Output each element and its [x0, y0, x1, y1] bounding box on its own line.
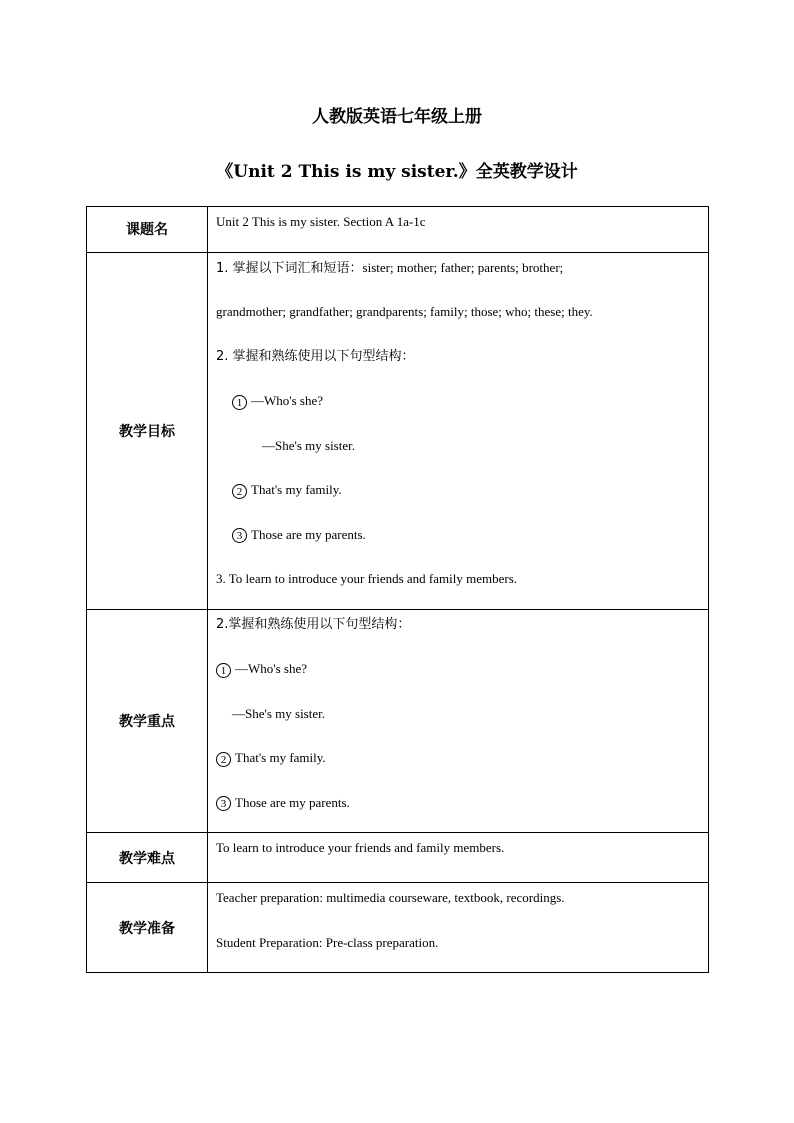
preparation-label: 教学准备: [87, 883, 208, 973]
objective-1: [216, 253, 708, 298]
difficulties-row: [87, 833, 709, 883]
circled-number-2: 2: [232, 484, 247, 499]
key-points-content: [208, 609, 709, 833]
circled-number-1: 1: [216, 663, 231, 678]
objective-1-words: sister; mother; father; parents; brother;: [362, 259, 564, 275]
key-points-heading: 2.掌握和熟练使用以下句型结构：: [216, 616, 411, 632]
topic-row: [87, 207, 709, 253]
objectives-label: 教学目标: [87, 252, 208, 609]
circled-number-3: 3: [216, 796, 231, 811]
objective-1-cont: grandmother; grandfather; grandparents; family; those; who; these; they.: [216, 304, 593, 319]
difficulties-label: 教学难点: [87, 833, 208, 883]
difficulties-text: To learn to introduce your friends and family members.: [216, 840, 505, 855]
sentence-answer: —She's my sister.: [232, 705, 325, 721]
sentence-question: —Who's she?: [235, 661, 308, 676]
teacher-preparation: Teacher preparation: multimedia courseware, textbook, recordings.: [216, 890, 565, 905]
objective-1-prefix: 1. 掌握以下词汇和短语：: [216, 260, 363, 276]
circled-number-1: 1: [232, 395, 247, 410]
objective-sentence-1: [216, 386, 708, 431]
objectives-row: [87, 252, 709, 609]
key-sentence-2: [216, 743, 708, 788]
topic-value: [208, 207, 709, 253]
sentence-text: Those are my parents.: [235, 794, 350, 810]
key-sentence-1: [216, 654, 708, 699]
key-sentence-3: [216, 788, 708, 833]
sentence-text: That's my family.: [235, 750, 326, 765]
objective-2: 2. 掌握和熟练使用以下句型结构：: [216, 348, 415, 364]
circled-number-3: 3: [232, 528, 247, 543]
objective-3: 3. To learn to introduce your friends and family members.: [216, 571, 518, 586]
student-preparation: Student Preparation: Pre-class preparation.: [216, 934, 439, 950]
preparation-content: [208, 883, 709, 973]
sentence-text: Those are my parents.: [251, 526, 366, 542]
objectives-content: [208, 252, 709, 609]
key-points-label: 教学重点: [87, 609, 208, 833]
topic-text: Unit 2 This is my sister. Section A 1a-1c: [216, 214, 426, 229]
difficulties-content: [208, 833, 709, 883]
document-subtitle: 《Unit 2 This is my sister.》全英教学设计: [216, 162, 578, 182]
key-points-row: [87, 609, 709, 833]
document-title: 人教版英语七年级上册: [312, 107, 482, 127]
topic-label: 课题名: [87, 207, 208, 253]
objective-sentence-2: [216, 475, 708, 520]
objective-sentence-3: [216, 520, 708, 565]
sentence-answer: —She's my sister.: [262, 437, 355, 453]
preparation-row: [87, 883, 709, 973]
sentence-question: —Who's she?: [251, 393, 324, 408]
lesson-plan-table: [86, 206, 709, 973]
circled-number-2: 2: [216, 752, 231, 767]
sentence-text: That's my family.: [251, 482, 342, 497]
